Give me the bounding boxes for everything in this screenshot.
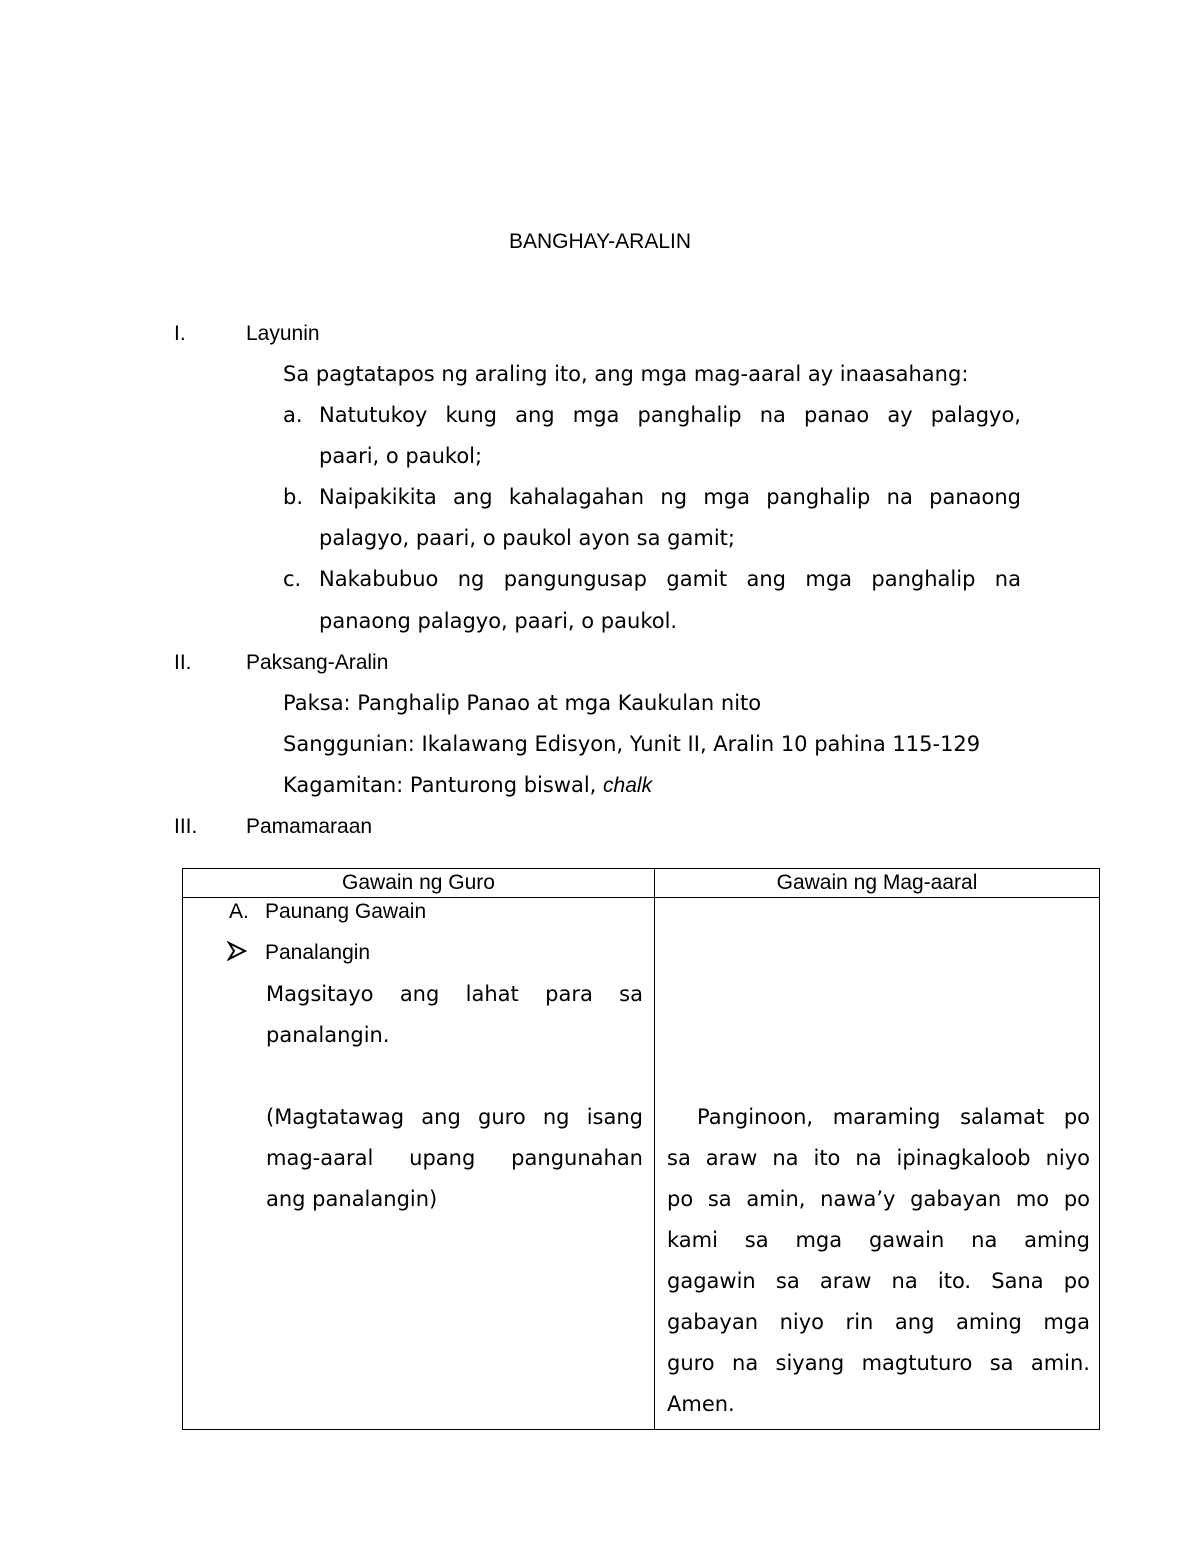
instruction-line-2: panalangin.: [266, 1023, 390, 1047]
prayer-line-3: po sa amin, nawa’y gabayan mo po: [667, 1187, 1090, 1211]
kagamitan-line: [283, 773, 652, 798]
kagamitan-italic: chalk: [603, 774, 653, 797]
page-title: BANGHAY-ARALIN: [508, 230, 692, 253]
bullet-title: Panalangin: [265, 941, 371, 964]
column-header-guro: Gawain ng Guro: [342, 871, 495, 894]
table-column-divider: [654, 869, 655, 1429]
prayer-line-4: kami sa mga gawain na aming: [667, 1228, 1090, 1252]
note-line-2: mag-aaral upang pangunahan: [266, 1146, 643, 1170]
prayer-line-6: gabayan niyo rin ang aming mga: [667, 1310, 1090, 1334]
objective-a-line-1: Natutukoy kung ang mga panghalip na panao ay palagyo,: [319, 403, 1021, 427]
column-header-mag-aaral: Gawain ng Mag-aaral: [776, 871, 978, 894]
objective-letter-c: c.: [283, 567, 302, 591]
layunin-intro: Sa pagtatapos ng araling ito, ang mga mag-aaral ay inaasahang:: [283, 362, 969, 386]
paksa-line: Paksa: Panghalip Panao at mga Kaukulan nito: [283, 691, 762, 715]
note-line-1: (Magtatawag ang guro ng isang: [266, 1105, 643, 1129]
section-title-paksang-aralin: Paksang-Aralin: [246, 651, 389, 674]
objective-b-line-2: palagyo, paari, o paukol ayon sa gamit;: [319, 526, 735, 550]
objective-c-line-2: panaong palagyo, paari, o paukol.: [319, 609, 678, 633]
subsection-title: Paunang Gawain: [265, 900, 427, 923]
section-title-pamamaraan: Pamamaraan: [246, 815, 373, 838]
arrow-bullet-icon: [227, 940, 247, 967]
section-number-paksang-aralin: II.: [174, 651, 192, 674]
prayer-line-8: Amen.: [667, 1392, 735, 1416]
objective-a-line-2: paari, o paukol;: [319, 444, 483, 468]
prayer-line-1: Panginoon, maraming salamat po: [697, 1105, 1090, 1129]
prayer-line-7: guro na siyang magtuturo sa amin.: [667, 1351, 1090, 1375]
section-number-layunin: I.: [174, 322, 186, 345]
objective-c-line-1: Nakabubuo ng pangungusap gamit ang mga panghalip na: [319, 567, 1021, 591]
prayer-line-5: gagawin sa araw na ito. Sana po: [667, 1269, 1090, 1293]
objective-letter-a: a.: [283, 403, 303, 427]
arrow-bullet-icon-svg: [227, 940, 247, 962]
note-line-3: ang panalangin): [266, 1187, 438, 1211]
subsection-letter: A.: [229, 900, 249, 923]
sanggunian-line: Sanggunian: Ikalawang Edisyon, Yunit II, Aralin 10 pahina 115-129: [283, 732, 981, 756]
section-number-pamamaraan: III.: [174, 815, 198, 838]
activity-table: [182, 868, 1100, 1430]
prayer-line-2: sa araw na ito na ipinagkaloob niyo: [667, 1146, 1090, 1170]
table-header-divider: [183, 897, 1099, 898]
kagamitan-label: Kagamitan: Panturong biswal,: [283, 773, 604, 797]
section-title-layunin: Layunin: [246, 322, 320, 345]
objective-b-line-1: Naipakikita ang kahalagahan ng mga panghalip na panaong: [319, 485, 1021, 509]
objective-letter-b: b.: [283, 485, 304, 509]
instruction-line-1: Magsitayo ang lahat para sa: [266, 982, 643, 1006]
